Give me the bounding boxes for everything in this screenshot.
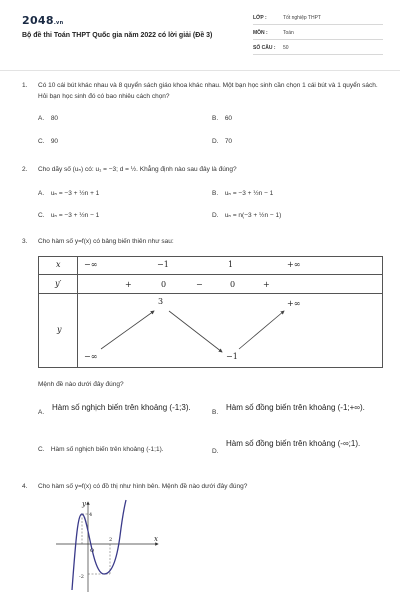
increase-arrow <box>101 311 154 349</box>
table-x-label: x <box>56 260 61 269</box>
sign-value: + <box>263 280 270 289</box>
q1-option-d[interactable]: D. 70 <box>212 138 233 145</box>
table-yprime-label: y′ <box>55 279 62 288</box>
meta-subject <box>253 28 383 40</box>
meta-grade-value: Tốt nghiệp THPT <box>283 15 321 21</box>
q2-text: Cho dãy số (uₙ) có: u₁ = −3; d = ½. Khẳng định nào sau đây là đúng? <box>38 166 237 173</box>
q4-text: Cho hàm số y=f(x) có đồ thị như hình bên. Mệnh đề nào dưới đây đúng? <box>38 483 248 490</box>
q3-option-c[interactable]: C. Hàm số nghịch biến trên khoảng (-1;1). <box>38 446 164 453</box>
exam-title: Bộ đề thi Toán THPT Quốc gia năm 2022 có lời giải (Đề 3) <box>22 32 213 39</box>
q3-option-a[interactable]: A. Hàm số nghịch biến trên khoảng (-1;3). <box>38 403 191 416</box>
meta-count <box>253 43 383 55</box>
increase-arrow <box>239 311 284 349</box>
x-tick: 2 <box>109 537 113 543</box>
q2-option-a[interactable]: A. uₙ = −3 + ½n + 1 <box>38 190 100 197</box>
q4-number: 4. <box>22 483 28 490</box>
sign-value: 0 <box>230 280 236 289</box>
sign-value: 0 <box>161 280 167 289</box>
y-value-min: −1 <box>226 352 238 361</box>
q2-option-b[interactable]: B. uₙ = −3 + ½n − 1 <box>212 190 274 197</box>
y-value-end: +∞ <box>287 299 301 308</box>
decrease-arrow <box>169 311 222 352</box>
q2-option-c[interactable]: C. uₙ = −3 + ½n − 1 <box>38 212 100 219</box>
q3-number: 3. <box>22 238 28 245</box>
sign-value: − <box>196 280 203 289</box>
q1-option-c[interactable]: C. 90 <box>38 138 59 145</box>
q2-number: 2. <box>22 166 28 173</box>
meta-grade-label: LỚP : <box>253 15 267 21</box>
y-value-max: 3 <box>158 297 164 306</box>
x-value: 1 <box>228 260 234 269</box>
q3-option-d[interactable]: D. Hàm số đồng biến trên khoảng (-∞;1). <box>212 439 361 455</box>
x-axis-label: x <box>154 535 158 543</box>
q1-text: Có 10 cái bút khác nhau và 8 quyển sách giáo khoa khác nhau. Một bạn học sinh cần chọn 1 cái bút và 1 quyển sách. Hỏi bạn học sinh đó có bao nhiêu cách chọn? <box>38 82 378 100</box>
q3-question: Mệnh đề nào dưới đây đúng? <box>38 381 124 388</box>
x-value: −1 <box>157 260 169 269</box>
y-axis-label: y <box>82 500 86 508</box>
q2-option-d[interactable]: D. uₙ = n(−3 + ½n − 1) <box>212 212 282 219</box>
meta-subject-label: MÔN : <box>253 30 268 36</box>
q3-text: Cho hàm số y=f(x) có bảng biến thiên như sau: <box>38 238 174 245</box>
header-divider <box>0 70 400 71</box>
q1-number: 1. <box>22 82 28 89</box>
function-graph <box>54 496 164 596</box>
site-logo[interactable]: 2048.vn <box>22 14 64 27</box>
table-y-label: y <box>57 325 62 334</box>
variation-table <box>38 256 383 368</box>
y-tick-top: 4 <box>89 512 93 518</box>
y-value-start: −∞ <box>84 352 98 361</box>
meta-count-label: SỐ CÂU : <box>253 45 276 51</box>
x-value: −∞ <box>84 260 98 269</box>
q3-option-b[interactable]: B. Hàm số đồng biến trên khoảng (-1;+∞). <box>212 403 365 416</box>
x-value: +∞ <box>287 260 301 269</box>
meta-subject-value: Toán <box>283 30 294 36</box>
meta-count-value: 50 <box>283 45 289 51</box>
variation-arrows <box>39 257 384 369</box>
q1-option-a[interactable]: A. 80 <box>38 115 59 122</box>
meta-grade <box>253 13 383 25</box>
origin-label: O <box>90 548 95 554</box>
y-tick-bottom: -2 <box>79 574 84 580</box>
q1-option-b[interactable]: B. 60 <box>212 115 233 122</box>
sign-value: + <box>125 280 132 289</box>
